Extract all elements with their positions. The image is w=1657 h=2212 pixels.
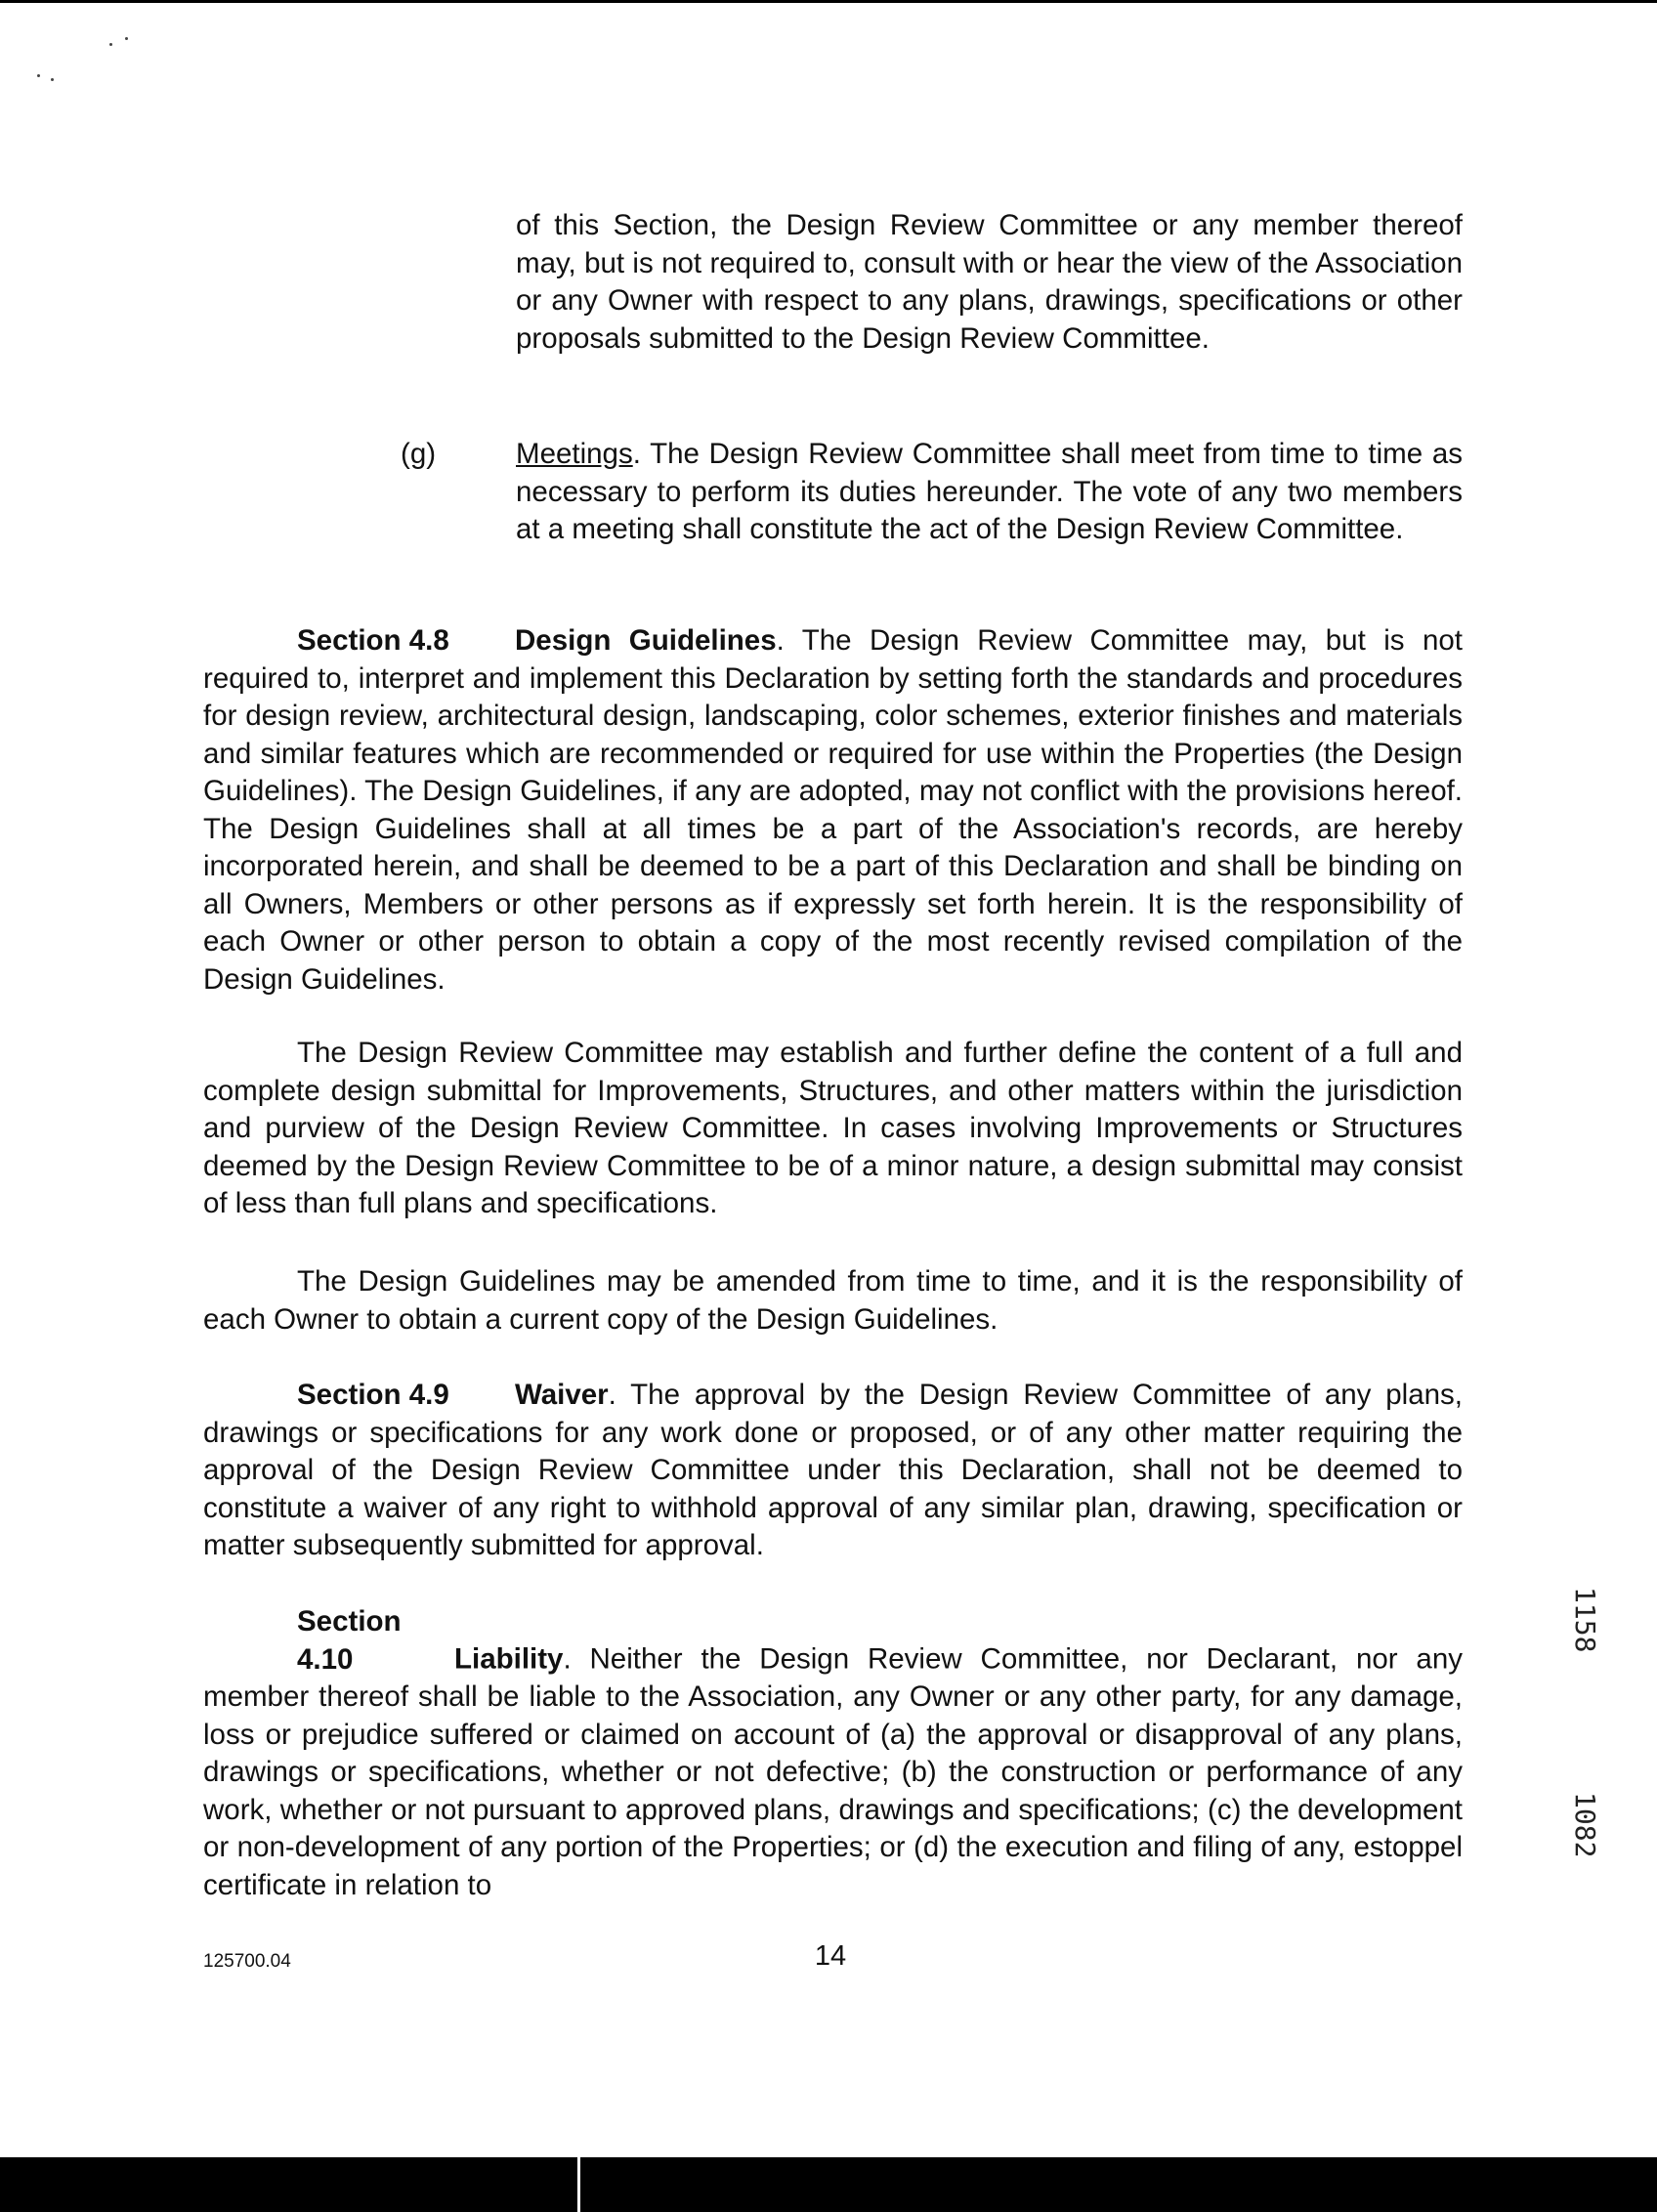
item-g-paragraph [516, 436, 1463, 549]
stamp-number-top: 1158 [1569, 1587, 1601, 1653]
section-4-9-title: Waiver [515, 1379, 609, 1411]
scan-bottom-edge [0, 2157, 1657, 2212]
scan-speck [125, 37, 128, 40]
scan-speck [109, 43, 112, 46]
continuation-paragraph: of this Section, the Design Review Committee or any member thereof may, but is not required to, consult with or hear the view of the Association or any Owner with respect to any plans, drawings, specifications or other proposals submitted to the Design Review Committee. [516, 209, 1463, 355]
guidelines-amendment-paragraph [203, 1263, 1463, 1339]
guidelines-amendment-text: The Design Guidelines may be amended from time to time, and it is the responsibility of each Owner to obtain a current copy of the Design Guidelines. [203, 1265, 1463, 1336]
item-g-text: . The Design Review Committee shall meet from time to time as necessary to perform its duties hereunder. The vote of any two members at a meeting shall constitute the act of the Design Review Committee. [516, 438, 1463, 545]
page-number: 14 [814, 1940, 847, 1972]
document-number: 125700.04 [203, 1951, 291, 1972]
section-4-8-paragraph [203, 622, 1463, 999]
design-submittal-paragraph [203, 1035, 1463, 1223]
stamp-number-bottom: 1082 [1569, 1792, 1601, 1858]
section-4-10-title: Liability [454, 1642, 564, 1676]
side-recording-stamp [1565, 1553, 1604, 1876]
section-4-9-paragraph [203, 1377, 1463, 1565]
section-4-10-text: . Neither the Design Review Committee, nor Declarant, nor any member thereof shall be liable to the Association, any Owner or any other party, for any damage, loss or prejudice suffered or claimed on account of (a) the approval or disapproval of any plans, drawings or specifications, whether or not defective; (b) the construction or performance of any work, whether or not pursuant to approved plans, drawings and specifications; (c) the development or non-development of any portion of the Properties; or (d) the execution and filing of any, estoppel certificate in relation to [203, 1642, 1463, 1901]
section-4-10-number: Section 4.10 [297, 1605, 402, 1676]
scan-top-edge [0, 0, 1657, 3]
section-4-8-number: Section 4.8 [297, 624, 449, 657]
scan-speck [51, 78, 54, 81]
item-g-heading: Meetings [516, 438, 633, 470]
item-g-label: (g) [401, 438, 437, 470]
scan-bottom-gap [577, 2157, 580, 2212]
design-submittal-text: The Design Review Committee may establish and further define the content of a full and complete design submittal for Improvements, Structures, and other matters within the jurisdiction and purview of the Design Review Committee. In cases involving Improvements or Structures deemed by the Design Review Committee to be of a minor nature, a design submittal may consist of less than full plans and specifications. [203, 1037, 1463, 1219]
section-4-10-paragraph [203, 1603, 1463, 1904]
scan-speck [37, 74, 40, 77]
section-4-8-text: . The Design Review Committee may, but is not required to, interpret and implement this Declaration by setting forth the standards and procedures for design review, architectural design, landscaping, color schemes, exterior finishes and materials and similar features which are recommended or required for use within the Properties (the Design Guidelines). The Design Guidelines, if any are adopted, may not conflict with the provisions hereof. The Design Guidelines shall at all times be a part of the Association's records, are hereby incorporated herein, and shall be deemed to be a part of this Declaration and shall be binding on all Owners, Members or other persons as if expressly set forth herein. It is the responsibility of each Owner or other person to obtain a copy of the most recently revised compilation of the Design Guidelines. [203, 624, 1463, 996]
section-4-9-text: . The approval by the Design Review Committee of any plans, drawings or specifications for any work done or proposed, or of any other matter requiring the approval of the Design Review Committee under this Declaration, shall not be deemed to constitute a waiver of any right to withhold approval of any similar plan, drawing, specification or matter subsequently submitted for approval. [203, 1379, 1463, 1561]
section-4-9-number: Section 4.9 [297, 1379, 449, 1411]
section-4-8-title: Design Guidelines [515, 624, 777, 657]
